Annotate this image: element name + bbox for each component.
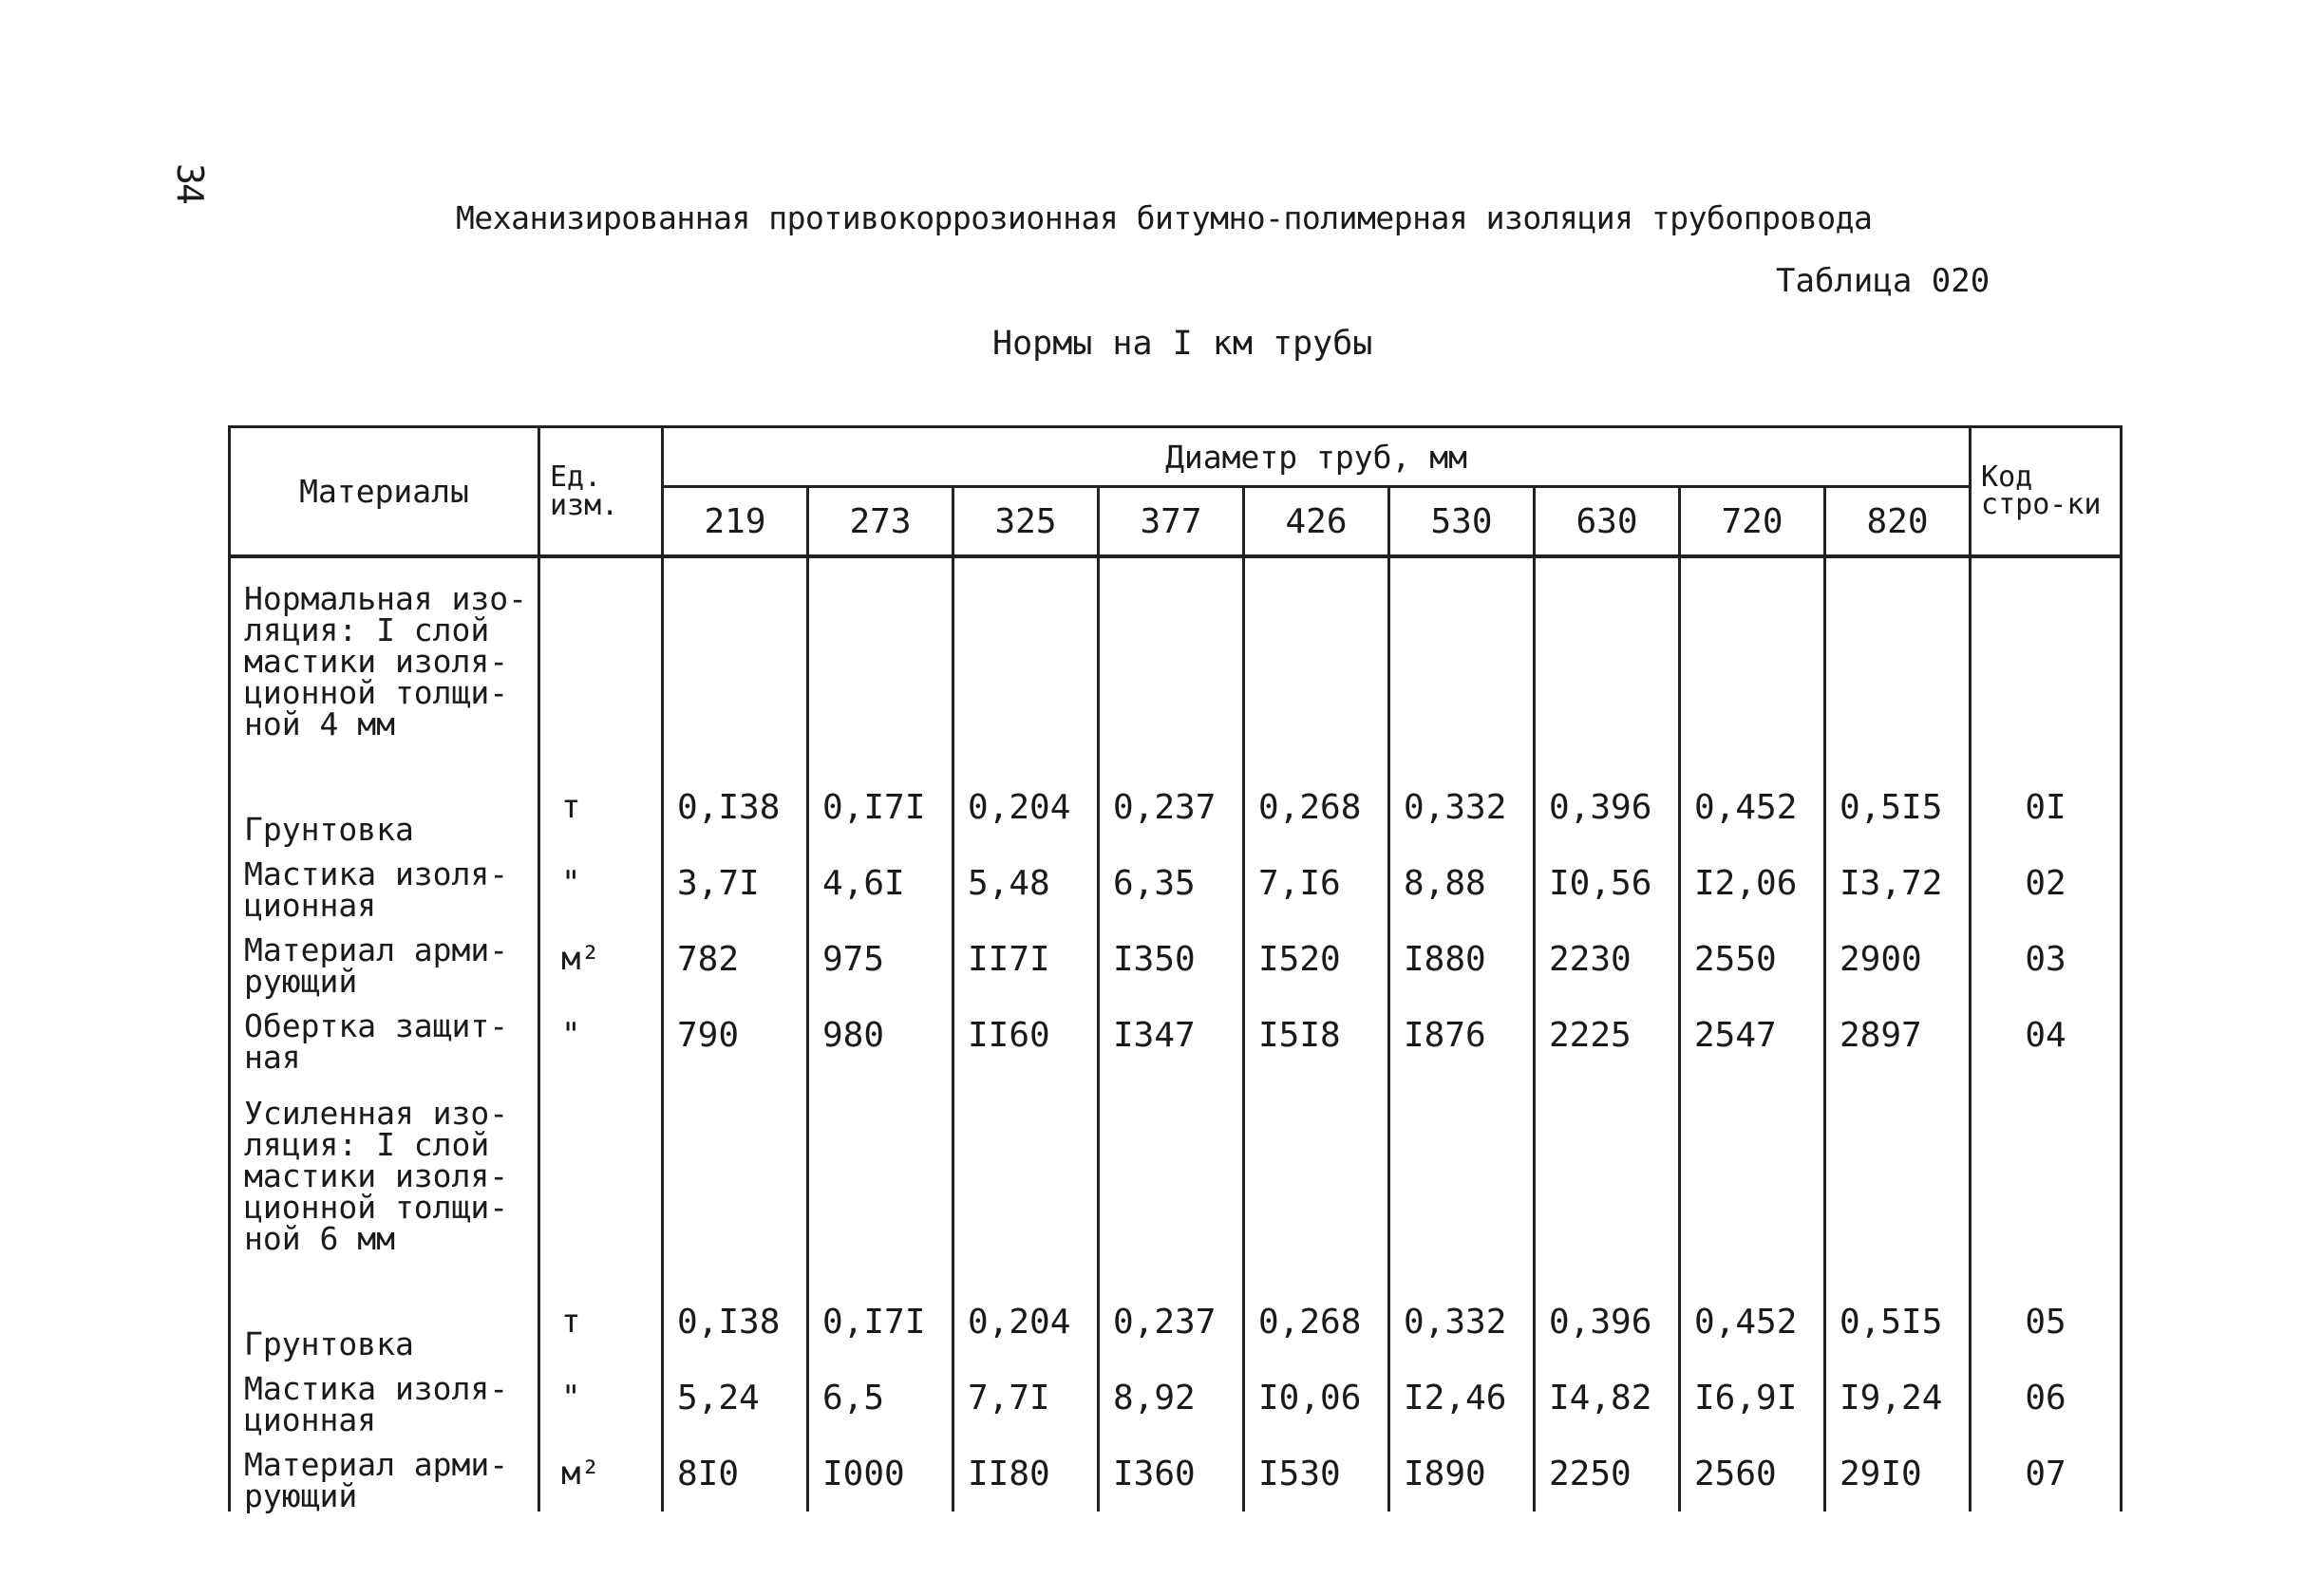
header-materials: Материалы bbox=[230, 427, 539, 557]
value-cell: 0,237 bbox=[1099, 1284, 1244, 1360]
material-name: Грунтовка bbox=[230, 769, 539, 845]
header-diameter-426: 426 bbox=[1244, 487, 1389, 557]
value-cell: 0,268 bbox=[1244, 769, 1389, 845]
table-row bbox=[230, 845, 2122, 921]
empty-cell bbox=[1971, 556, 2122, 769]
norms-table bbox=[228, 425, 2123, 1512]
empty-cell bbox=[1825, 1073, 1971, 1284]
value-cell: 2230 bbox=[1535, 921, 1680, 997]
value-cell: 2547 bbox=[1680, 997, 1825, 1073]
document-title: Механизированная противокоррозионная битумно-полимерная изоляция трубопровода bbox=[456, 199, 1873, 236]
table-row bbox=[230, 997, 2122, 1073]
value-cell: I520 bbox=[1244, 921, 1389, 997]
empty-cell bbox=[663, 556, 808, 769]
value-cell: II60 bbox=[953, 997, 1099, 1073]
value-cell: 5,24 bbox=[663, 1360, 808, 1436]
empty-cell bbox=[808, 556, 953, 769]
header-unit: Ед. изм. bbox=[539, 427, 663, 557]
header-diameter-219: 219 bbox=[663, 487, 808, 557]
value-cell: I0,56 bbox=[1535, 845, 1680, 921]
value-cell: I350 bbox=[1099, 921, 1244, 997]
empty-cell bbox=[808, 1073, 953, 1284]
empty-cell bbox=[953, 556, 1099, 769]
value-cell: 0,I38 bbox=[663, 1284, 808, 1360]
value-cell: 0,204 bbox=[953, 769, 1099, 845]
section-label: Нормальная изо-ляция: I слой мастики изоля-ционной толщи-ной 4 мм bbox=[230, 556, 539, 769]
header-diameter-820: 820 bbox=[1825, 487, 1971, 557]
value-cell: 7,7I bbox=[953, 1360, 1099, 1436]
value-cell: 3,7I bbox=[663, 845, 808, 921]
header-diameter-325: 325 bbox=[953, 487, 1099, 557]
value-cell: II7I bbox=[953, 921, 1099, 997]
empty-cell bbox=[1535, 1073, 1680, 1284]
empty-cell bbox=[1389, 1073, 1535, 1284]
empty-cell bbox=[1680, 556, 1825, 769]
empty-cell bbox=[1099, 556, 1244, 769]
value-cell: 0,452 bbox=[1680, 769, 1825, 845]
row-code-cell: 03 bbox=[1971, 921, 2122, 997]
table-row bbox=[230, 1436, 2122, 1512]
empty-cell bbox=[1971, 1073, 2122, 1284]
value-cell: I2,46 bbox=[1389, 1360, 1535, 1436]
section-row bbox=[230, 1073, 2122, 1284]
row-code-cell: 06 bbox=[1971, 1360, 2122, 1436]
value-cell: I876 bbox=[1389, 997, 1535, 1073]
empty-cell bbox=[539, 1073, 663, 1284]
value-cell: 782 bbox=[663, 921, 808, 997]
header-diameter-630: 630 bbox=[1535, 487, 1680, 557]
header-diameter: Диаметр труб, мм bbox=[663, 427, 1971, 487]
empty-cell bbox=[663, 1073, 808, 1284]
header-diameter-530: 530 bbox=[1389, 487, 1535, 557]
value-cell: 29I0 bbox=[1825, 1436, 1971, 1512]
header-row-code: Код стро-ки bbox=[1971, 427, 2122, 557]
value-cell: 0,5I5 bbox=[1825, 1284, 1971, 1360]
value-cell: 8,88 bbox=[1389, 845, 1535, 921]
value-cell: 7,I6 bbox=[1244, 845, 1389, 921]
value-cell: I347 bbox=[1099, 997, 1244, 1073]
table-row bbox=[230, 769, 2122, 845]
header-diameter-377: 377 bbox=[1099, 487, 1244, 557]
row-code-cell: 07 bbox=[1971, 1436, 2122, 1512]
value-cell: 0,268 bbox=[1244, 1284, 1389, 1360]
value-cell: I4,82 bbox=[1535, 1360, 1680, 1436]
value-cell: 2900 bbox=[1825, 921, 1971, 997]
unit-cell: " bbox=[539, 997, 663, 1073]
value-cell: 5,48 bbox=[953, 845, 1099, 921]
table-body bbox=[230, 556, 2122, 1512]
page-number: 34 bbox=[169, 163, 211, 203]
unit-cell: м² bbox=[539, 1436, 663, 1512]
row-code-cell: 04 bbox=[1971, 997, 2122, 1073]
value-cell: 0,204 bbox=[953, 1284, 1099, 1360]
empty-cell bbox=[1099, 1073, 1244, 1284]
value-cell: I6,9I bbox=[1680, 1360, 1825, 1436]
table-row bbox=[230, 1284, 2122, 1360]
value-cell: I000 bbox=[808, 1436, 953, 1512]
value-cell: 0,332 bbox=[1389, 769, 1535, 845]
value-cell: I2,06 bbox=[1680, 845, 1825, 921]
value-cell: 0,396 bbox=[1535, 769, 1680, 845]
table-number-label: Таблица 020 bbox=[1776, 262, 1991, 300]
value-cell: 6,5 bbox=[808, 1360, 953, 1436]
table-subtitle: Нормы на I км трубы bbox=[992, 325, 1373, 363]
material-name: Материал арми-рующий bbox=[230, 1436, 539, 1512]
row-code-cell: 02 bbox=[1971, 845, 2122, 921]
value-cell: 0,396 bbox=[1535, 1284, 1680, 1360]
material-name: Мастика изоля-ционная bbox=[230, 1360, 539, 1436]
row-code-cell: 0I bbox=[1971, 769, 2122, 845]
header-diameter-720: 720 bbox=[1680, 487, 1825, 557]
value-cell: I530 bbox=[1244, 1436, 1389, 1512]
header-diameter-273: 273 bbox=[808, 487, 953, 557]
table-row bbox=[230, 921, 2122, 997]
empty-cell bbox=[1535, 556, 1680, 769]
empty-cell bbox=[1244, 556, 1389, 769]
value-cell: 975 bbox=[808, 921, 953, 997]
value-cell: I5I8 bbox=[1244, 997, 1389, 1073]
value-cell: 6,35 bbox=[1099, 845, 1244, 921]
value-cell: I360 bbox=[1099, 1436, 1244, 1512]
value-cell: II80 bbox=[953, 1436, 1099, 1512]
material-name: Материал арми-рующий bbox=[230, 921, 539, 997]
value-cell: 2225 bbox=[1535, 997, 1680, 1073]
value-cell: 980 bbox=[808, 997, 953, 1073]
empty-cell bbox=[1680, 1073, 1825, 1284]
value-cell: 790 bbox=[663, 997, 808, 1073]
empty-cell bbox=[539, 556, 663, 769]
section-label: Усиленная изо-ляция: I слой мастики изоля-ционной толщи-ной 6 мм bbox=[230, 1073, 539, 1284]
value-cell: 8,92 bbox=[1099, 1360, 1244, 1436]
empty-cell bbox=[1825, 556, 1971, 769]
unit-cell: " bbox=[539, 845, 663, 921]
value-cell: 2897 bbox=[1825, 997, 1971, 1073]
value-cell: I890 bbox=[1389, 1436, 1535, 1512]
value-cell: I3,72 bbox=[1825, 845, 1971, 921]
value-cell: 0,332 bbox=[1389, 1284, 1535, 1360]
value-cell: 0,I38 bbox=[663, 769, 808, 845]
unit-cell: т bbox=[539, 1284, 663, 1360]
value-cell: 8I0 bbox=[663, 1436, 808, 1512]
section-row bbox=[230, 556, 2122, 769]
table-header bbox=[230, 427, 2122, 557]
value-cell: 2560 bbox=[1680, 1436, 1825, 1512]
value-cell: 2550 bbox=[1680, 921, 1825, 997]
empty-cell bbox=[953, 1073, 1099, 1284]
empty-cell bbox=[1389, 556, 1535, 769]
value-cell: I9,24 bbox=[1825, 1360, 1971, 1436]
value-cell: 0,237 bbox=[1099, 769, 1244, 845]
material-name: Мастика изоля-ционная bbox=[230, 845, 539, 921]
value-cell: 0,I7I bbox=[808, 769, 953, 845]
value-cell: I880 bbox=[1389, 921, 1535, 997]
empty-cell bbox=[1244, 1073, 1389, 1284]
table-row bbox=[230, 1360, 2122, 1436]
unit-cell: т bbox=[539, 769, 663, 845]
value-cell: 0,I7I bbox=[808, 1284, 953, 1360]
unit-cell: " bbox=[539, 1360, 663, 1436]
value-cell: 0,5I5 bbox=[1825, 769, 1971, 845]
material-name: Грунтовка bbox=[230, 1284, 539, 1360]
material-name: Обертка защит-ная bbox=[230, 997, 539, 1073]
value-cell: 4,6I bbox=[808, 845, 953, 921]
unit-cell: м² bbox=[539, 921, 663, 997]
row-code-cell: 05 bbox=[1971, 1284, 2122, 1360]
value-cell: 0,452 bbox=[1680, 1284, 1825, 1360]
value-cell: I0,06 bbox=[1244, 1360, 1389, 1436]
value-cell: 2250 bbox=[1535, 1436, 1680, 1512]
